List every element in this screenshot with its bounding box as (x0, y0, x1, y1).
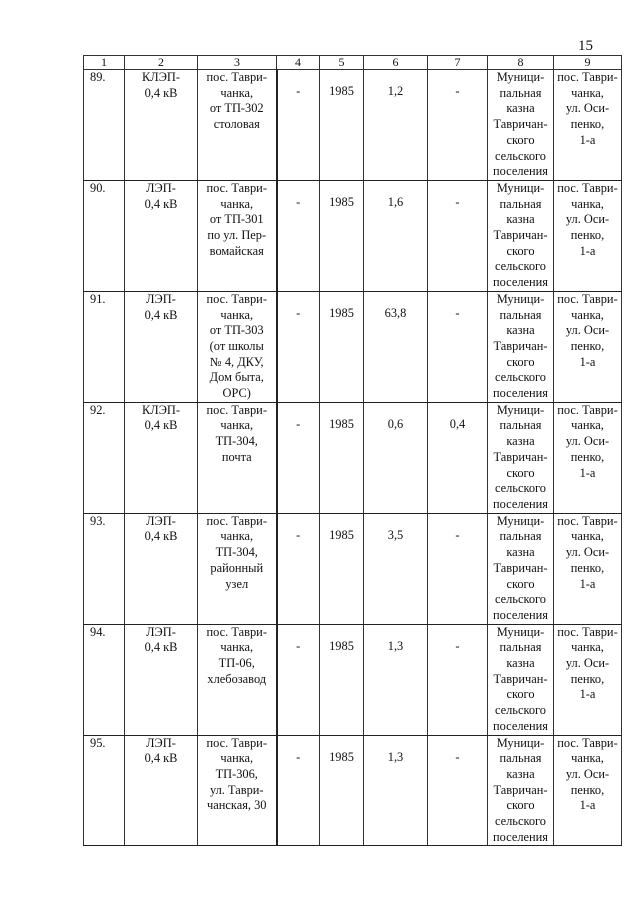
location-cell (198, 735, 277, 846)
holder-cell-line: чанка, (571, 85, 604, 100)
year-cell-value: 1985 (329, 194, 354, 209)
line-type-cell-line: КЛЭП- (142, 402, 180, 417)
col4-cell (277, 735, 320, 846)
line-type-cell (125, 624, 198, 735)
location-cell-line: чанка, (220, 418, 254, 433)
owner-cell-line: пальная (499, 85, 542, 100)
year-cell (320, 513, 364, 624)
length-cell-value: 63,8 (384, 305, 407, 320)
owner-cell-line: ского (506, 576, 535, 591)
column-header: 9 (554, 56, 622, 70)
col4-cell-value: - (296, 749, 301, 764)
owner-cell (488, 402, 554, 513)
location-cell-line: вомайская (209, 243, 264, 258)
location-cell-line: пос. Таври- (206, 735, 267, 750)
location-cell-line: ТП-06, (218, 656, 255, 671)
line-type-cell-line: 0,4 кВ (144, 418, 178, 433)
holder-cell (554, 70, 622, 181)
length-cell (364, 291, 428, 402)
owner-cell-line: казна (506, 656, 535, 671)
location-cell-line: ОРС) (222, 386, 251, 401)
cable-cell-value: - (455, 305, 460, 320)
holder-cell-line: ул. Оси- (565, 323, 610, 338)
cable-cell-value: - (455, 638, 460, 653)
col4-cell-value: - (296, 527, 301, 542)
line-type-cell-line: 0,4 кВ (144, 196, 178, 211)
location-cell-line: чанская, 30 (207, 798, 267, 813)
location-cell-line: пос. Таври- (206, 624, 267, 639)
holder-cell-line: пенко, (570, 449, 605, 464)
row-number-cell (84, 735, 125, 846)
holder-cell-line: пос. Таври- (557, 513, 618, 528)
location-cell (198, 70, 277, 181)
owner-cell-line: Тавричан- (493, 228, 548, 243)
cable-cell (428, 735, 488, 846)
location-cell-line: по ул. Пер- (207, 228, 267, 243)
year-cell-value: 1985 (329, 84, 354, 98)
owner-cell-line: пальная (499, 418, 542, 433)
length-cell (364, 402, 428, 513)
year-cell-value: 1985 (329, 305, 354, 320)
location-cell (198, 180, 277, 291)
holder-cell-line: пенко, (570, 228, 605, 243)
location-cell (198, 291, 277, 402)
length-cell-value: 1,6 (387, 194, 404, 209)
location-cell (198, 513, 277, 624)
owner-cell-line: поселения (493, 386, 548, 401)
registry-table (83, 55, 622, 846)
owner-cell-line: Муници- (496, 291, 545, 306)
year-cell (320, 402, 364, 513)
holder-cell-line: пос. Таври- (557, 291, 618, 306)
holder-cell-line: чанка, (571, 418, 604, 433)
column-header: 1 (84, 56, 125, 70)
holder-cell-line: чанка, (571, 640, 604, 655)
col4-cell-value: - (296, 416, 301, 431)
cable-cell (428, 180, 488, 291)
column-header: 2 (125, 56, 198, 70)
length-cell-value: 3,5 (387, 527, 404, 542)
holder-cell-line: 1-а (579, 132, 596, 147)
cable-cell (428, 291, 488, 402)
line-type-cell-line: 0,4 кВ (144, 529, 178, 544)
cable-cell-value: - (455, 749, 460, 764)
line-type-cell (125, 70, 198, 181)
col4-cell (277, 513, 320, 624)
location-cell-line: от ТП-301 (209, 212, 264, 227)
location-cell-line: (от школы (209, 338, 264, 353)
owner-cell-line: казна (506, 212, 535, 227)
owner-cell-line: поселения (493, 164, 548, 179)
location-cell-line: ТП-304, (215, 545, 258, 560)
owner-cell-line: пальная (499, 529, 542, 544)
line-type-cell-line: ЛЭП- (146, 624, 176, 639)
owner-cell-line: ского (506, 465, 535, 480)
table-row (84, 70, 622, 181)
column-header: 7 (428, 56, 488, 70)
length-cell-value: 0,6 (387, 416, 404, 431)
owner-cell-line: сельского (494, 259, 547, 274)
owner-cell-line: Тавричан- (493, 338, 548, 353)
location-cell (198, 402, 277, 513)
holder-cell-line: чанка, (571, 529, 604, 544)
holder-cell (554, 735, 622, 846)
holder-cell (554, 513, 622, 624)
header-row (84, 56, 622, 70)
cable-cell-value: 0,4 (449, 416, 466, 431)
year-cell (320, 624, 364, 735)
col4-cell-value: - (296, 194, 301, 209)
owner-cell-line: поселения (493, 829, 548, 844)
row-number-cell (84, 624, 125, 735)
owner-cell-line: казна (506, 434, 535, 449)
column-header: 3 (198, 56, 277, 70)
owner-cell-line: сельского (494, 814, 547, 829)
cable-cell (428, 624, 488, 735)
holder-cell-line: пенко, (570, 560, 605, 575)
owner-cell-line: сельского (494, 370, 547, 385)
owner-cell-line: казна (506, 323, 535, 338)
location-cell-line: пос. Таври- (206, 291, 267, 306)
location-cell-line: чанка, (220, 529, 254, 544)
owner-cell-line: Муници- (496, 624, 545, 639)
location-cell-line: пос. Таври- (206, 70, 267, 84)
year-cell-value: 1985 (329, 527, 354, 542)
page-number: 15 (578, 38, 593, 54)
year-cell-value: 1985 (329, 749, 354, 764)
owner-cell (488, 291, 554, 402)
column-header: 8 (488, 56, 554, 70)
owner-cell-line: Тавричан- (493, 560, 548, 575)
row-number-cell (84, 291, 125, 402)
length-cell (364, 624, 428, 735)
holder-cell-line: ул. Оси- (565, 656, 610, 671)
line-type-cell-line: 0,4 кВ (144, 640, 178, 655)
line-type-cell-line: ЛЭП- (146, 291, 176, 306)
year-cell-value: 1985 (329, 416, 354, 431)
location-cell-line: чанка, (220, 196, 254, 211)
table-body (84, 70, 622, 846)
location-cell-line: № 4, ДКУ, (209, 354, 264, 369)
holder-cell-line: 1-а (579, 576, 596, 591)
row-number-cell (84, 513, 125, 624)
holder-cell-line: чанка, (571, 307, 604, 322)
col4-cell (277, 180, 320, 291)
location-cell-line: почта (221, 449, 252, 464)
line-type-cell (125, 291, 198, 402)
row-number-cell-value: 90. (90, 180, 106, 195)
column-header: 4 (277, 56, 320, 70)
owner-cell-line: поселения (493, 496, 548, 511)
location-cell-line: чанка, (220, 307, 254, 322)
year-cell (320, 180, 364, 291)
col4-cell (277, 624, 320, 735)
holder-cell-line: пос. Таври- (557, 70, 618, 84)
holder-cell-line: пенко, (570, 671, 605, 686)
row-number-cell (84, 402, 125, 513)
owner-cell-line: пальная (499, 196, 542, 211)
holder-cell-line: 1-а (579, 243, 596, 258)
location-cell-line: хлебозавод (207, 671, 267, 686)
length-cell (364, 70, 428, 181)
holder-cell-line: 1-а (579, 354, 596, 369)
line-type-cell-line: КЛЭП- (142, 70, 180, 84)
owner-cell-line: Муници- (496, 513, 545, 528)
owner-cell-line: Муници- (496, 70, 545, 84)
holder-cell-line: ул. Оси- (565, 545, 610, 560)
holder-cell-line: чанка, (571, 751, 604, 766)
line-type-cell-line: ЛЭП- (146, 180, 176, 195)
line-type-cell-line: 0,4 кВ (144, 85, 178, 100)
row-number-cell-value: 91. (90, 291, 106, 306)
line-type-cell (125, 513, 198, 624)
holder-cell-line: 1-а (579, 687, 596, 702)
owner-cell-line: ского (506, 687, 535, 702)
year-cell-value: 1985 (329, 638, 354, 653)
col4-cell (277, 291, 320, 402)
line-type-cell-line: ЛЭП- (146, 513, 176, 528)
length-cell-value: 1,2 (387, 84, 404, 98)
owner-cell-line: ского (506, 243, 535, 258)
owner-cell-line: ского (506, 132, 535, 147)
owner-cell-line: поселения (493, 607, 548, 622)
col4-cell-value: - (296, 638, 301, 653)
owner-cell-line: ского (506, 798, 535, 813)
location-cell-line: районный (210, 560, 264, 575)
holder-cell-line: 1-а (579, 465, 596, 480)
location-cell-line: от ТП-302 (209, 101, 264, 116)
owner-cell-line: ского (506, 354, 535, 369)
holder-cell-line: 1-а (579, 798, 596, 813)
holder-cell (554, 402, 622, 513)
line-type-cell-line: 0,4 кВ (144, 751, 178, 766)
cable-cell-value: - (455, 194, 460, 209)
owner-cell-line: Муници- (496, 180, 545, 195)
line-type-cell-line: ЛЭП- (146, 735, 176, 750)
owner-cell-line: казна (506, 545, 535, 560)
location-cell-line: пос. Таври- (206, 402, 267, 417)
location-cell-line: от ТП-303 (209, 323, 264, 338)
location-cell-line: ТП-304, (215, 434, 258, 449)
table-row (84, 624, 622, 735)
location-cell-line: чанка, (220, 640, 254, 655)
table-row (84, 513, 622, 624)
location-cell-line: пос. Таври- (206, 513, 267, 528)
year-cell (320, 735, 364, 846)
holder-cell (554, 624, 622, 735)
location-cell-line: Дом быта, (209, 370, 264, 385)
location-cell-line: чанка, (220, 751, 254, 766)
length-cell (364, 180, 428, 291)
line-type-cell (125, 180, 198, 291)
column-header: 5 (320, 56, 364, 70)
col4-cell-value: - (296, 84, 301, 98)
holder-cell-line: ул. Оси- (565, 434, 610, 449)
owner-cell-line: Тавричан- (493, 117, 548, 132)
table-row (84, 735, 622, 846)
length-cell (364, 513, 428, 624)
holder-cell-line: пенко, (570, 117, 605, 132)
location-cell-line: пос. Таври- (206, 180, 267, 195)
owner-cell-line: Муници- (496, 735, 545, 750)
owner-cell-line: Муници- (496, 402, 545, 417)
holder-cell-line: пенко, (570, 338, 605, 353)
holder-cell-line: ул. Оси- (565, 101, 610, 116)
cable-cell (428, 70, 488, 181)
holder-cell-line: пос. Таври- (557, 180, 618, 195)
table-row (84, 291, 622, 402)
year-cell (320, 291, 364, 402)
length-cell (364, 735, 428, 846)
owner-cell (488, 735, 554, 846)
location-cell-line: столовая (213, 117, 260, 132)
location-cell-line: узел (225, 576, 249, 591)
owner-cell (488, 624, 554, 735)
owner-cell (488, 513, 554, 624)
location-cell-line: ТП-306, (215, 766, 258, 781)
owner-cell-line: сельского (494, 592, 547, 607)
location-cell-line: ул. Таври- (209, 782, 264, 797)
owner-cell-line: поселения (493, 275, 548, 290)
year-cell (320, 70, 364, 181)
col4-cell (277, 402, 320, 513)
line-type-cell-line: 0,4 кВ (144, 307, 178, 322)
owner-cell (488, 180, 554, 291)
line-type-cell (125, 402, 198, 513)
row-number-cell-value: 94. (90, 624, 106, 639)
row-number-cell-value: 95. (90, 735, 106, 750)
location-cell-line: чанка, (220, 85, 254, 100)
owner-cell-line: сельского (494, 148, 547, 163)
owner-cell-line: пальная (499, 640, 542, 655)
length-cell-value: 1,3 (387, 638, 404, 653)
row-number-cell-value: 89. (90, 70, 106, 84)
holder-cell-line: пос. Таври- (557, 402, 618, 417)
row-number-cell (84, 70, 125, 181)
holder-cell-line: пос. Таври- (557, 624, 618, 639)
holder-cell-line: чанка, (571, 196, 604, 211)
length-cell-value: 1,3 (387, 749, 404, 764)
holder-cell-line: пенко, (570, 782, 605, 797)
owner-cell-line: Тавричан- (493, 782, 548, 797)
owner-cell-line: сельского (494, 481, 547, 496)
holder-cell (554, 180, 622, 291)
owner-cell-line: Тавричан- (493, 449, 548, 464)
column-header: 6 (364, 56, 428, 70)
cable-cell (428, 402, 488, 513)
line-type-cell (125, 735, 198, 846)
owner-cell-line: казна (506, 101, 535, 116)
holder-cell-line: ул. Оси- (565, 212, 610, 227)
holder-cell-line: пос. Таври- (557, 735, 618, 750)
holder-cell-line: ул. Оси- (565, 766, 610, 781)
owner-cell-line: поселения (493, 718, 548, 733)
owner-cell-line: казна (506, 766, 535, 781)
col4-cell (277, 70, 320, 181)
cable-cell-value: - (455, 527, 460, 542)
owner-cell (488, 70, 554, 181)
cable-cell (428, 513, 488, 624)
owner-cell-line: пальная (499, 307, 542, 322)
col4-cell-value: - (296, 305, 301, 320)
location-cell (198, 624, 277, 735)
table-row (84, 402, 622, 513)
holder-cell (554, 291, 622, 402)
owner-cell-line: пальная (499, 751, 542, 766)
owner-cell-line: сельского (494, 703, 547, 718)
table-row (84, 180, 622, 291)
cable-cell-value: - (455, 84, 460, 98)
row-number-cell-value: 92. (90, 402, 106, 417)
owner-cell-line: Тавричан- (493, 671, 548, 686)
row-number-cell-value: 93. (90, 513, 106, 528)
row-number-cell (84, 180, 125, 291)
